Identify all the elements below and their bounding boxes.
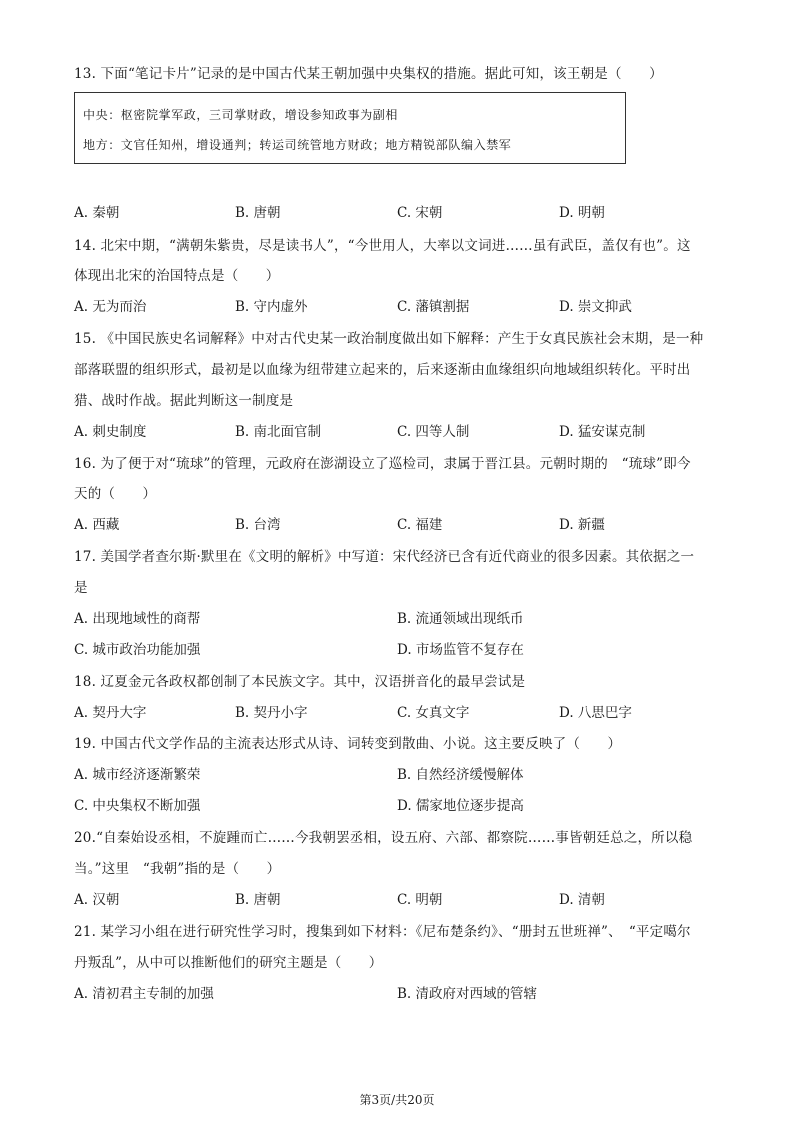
q16-option-c[interactable]: C. 福建 (397, 517, 443, 533)
q19-option-a[interactable]: A. 城市经济逐渐繁荣 (74, 767, 201, 783)
q21-stem-line-1: 21. 某学习小组在进行研究性学习时，搜集到如下材料：《尼布楚条约》、“册封五世班禅”、 “平定噶尔 (74, 924, 691, 940)
q16-stem-line-2: 天的（ ） (74, 486, 157, 502)
q14-stem-line-2: 体现出北宋的治国特点是（ ） (74, 268, 280, 284)
q17-option-b[interactable]: B. 流通领域出现纸币 (397, 611, 524, 627)
q13-option-d[interactable]: D. 明朝 (559, 205, 605, 221)
q20-stem-line-2: 当。”这里 “我朝”指的是（ ） (74, 861, 281, 877)
q21-option-b[interactable]: B. 清政府对西域的管辖 (397, 986, 538, 1002)
q16-option-a[interactable]: A. 西藏 (74, 517, 120, 533)
q14-option-d[interactable]: D. 崇文抑武 (559, 299, 632, 315)
q20-option-b[interactable]: B. 唐朝 (235, 892, 281, 908)
q18-option-b[interactable]: B. 契丹小字 (235, 705, 308, 721)
q13-stem: 13. 下面“笔记卡片”记录的是中国古代某王朝加强中央集权的措施。据此可知，该王朝是（ ） (74, 66, 663, 82)
q17-option-c[interactable]: C. 城市政治功能加强 (74, 642, 201, 658)
q18-stem: 18. 辽夏金元各政权都创制了本民族文字。其中，汉语拼音化的最早尝试是 (74, 674, 526, 690)
q17-stem-line-1: 17. 美国学者查尔斯·默里在《文明的解析》中写道：宋代经济已含有近代商业的很多因素。其依据之一 (74, 549, 695, 565)
q19-option-d[interactable]: D. 儒家地位逐步提高 (397, 798, 524, 814)
q15-stem-line-2: 部落联盟的组织形式，最初是以血缘为纽带建立起来的，后来逐渐由血缘组织向地域组织转化。平时出 (74, 362, 691, 378)
q21-stem-line-2: 丹叛乱”，从中可以推断他们的研究主题是（ ） (74, 955, 383, 971)
q19-option-b[interactable]: B. 自然经济缓慢解体 (397, 767, 524, 783)
q14-option-c[interactable]: C. 藩镇割据 (397, 299, 470, 315)
q17-stem-line-2: 是 (74, 580, 88, 596)
q13-option-a[interactable]: A. 秦朝 (74, 205, 120, 221)
q18-option-a[interactable]: A. 契丹大字 (74, 705, 147, 721)
q19-stem: 19. 中国古代文学作品的主流表达形式从诗、词转变到散曲、小说。这主要反映了（ ） (74, 736, 622, 752)
q21-option-a[interactable]: A. 清初君主专制的加强 (74, 986, 214, 1002)
q16-stem-line-1: 16. 为了便于对“琉球”的管理，元政府在澎湖设立了巡检司，隶属于晋江县。元朝时期的 “琉球”即今 (74, 456, 691, 472)
q14-option-a[interactable]: A. 无为而治 (74, 299, 147, 315)
q20-option-c[interactable]: C. 明朝 (397, 892, 443, 908)
q19-option-c[interactable]: C. 中央集权不断加强 (74, 798, 201, 814)
q14-stem-line-1: 14. 北宋中期，“满朝朱紫贵，尽是读书人”，“今世用人，大率以文词进……虽有武臣，盖仅有也”。这 (74, 238, 691, 254)
q15-option-c[interactable]: C. 四等人制 (397, 424, 470, 440)
q17-option-a[interactable]: A. 出现地域性的商帮 (74, 611, 201, 627)
q15-stem-line-1: 15. 《中国民族史名词解释》中对古代史某一政治制度做出如下解释：产生于女真民族社会末期，是一种 (74, 331, 704, 347)
page-footer: 第3页/共20页 (359, 1093, 435, 1107)
q14-option-b[interactable]: B. 守内虚外 (235, 299, 308, 315)
q18-option-c[interactable]: C. 女真文字 (397, 705, 470, 721)
note-card-line-local: 地方：文官任知州，增设通判；转运司统管地方财政；地方精锐部队编入禁军 (83, 138, 512, 152)
q20-stem-line-1: 20.“自秦始设丞相，不旋踵而亡……今我朝罢丞相，设五府、六部、都察院……事皆朝廷总之，所以稳 (74, 830, 693, 846)
q16-option-d[interactable]: D. 新疆 (559, 517, 605, 533)
q20-option-a[interactable]: A. 汉朝 (74, 892, 120, 908)
note-card-line-central: 中央：枢密院掌军政，三司掌财政，增设参知政事为副相 (83, 108, 399, 122)
q17-option-d[interactable]: D. 市场监管不复存在 (397, 642, 524, 658)
q20-option-d[interactable]: D. 清朝 (559, 892, 605, 908)
q18-option-d[interactable]: D. 八思巴字 (559, 705, 632, 721)
q15-option-a[interactable]: A. 刺史制度 (74, 424, 147, 440)
note-card (74, 92, 626, 164)
q15-stem-line-3: 猎、战时作战。据此判断这一制度是 (74, 393, 294, 409)
q16-option-b[interactable]: B. 台湾 (235, 517, 281, 533)
q13-option-b[interactable]: B. 唐朝 (235, 205, 281, 221)
q15-option-b[interactable]: B. 南北面官制 (235, 424, 322, 440)
q15-option-d[interactable]: D. 猛安谋克制 (559, 424, 646, 440)
q13-option-c[interactable]: C. 宋朝 (397, 205, 443, 221)
